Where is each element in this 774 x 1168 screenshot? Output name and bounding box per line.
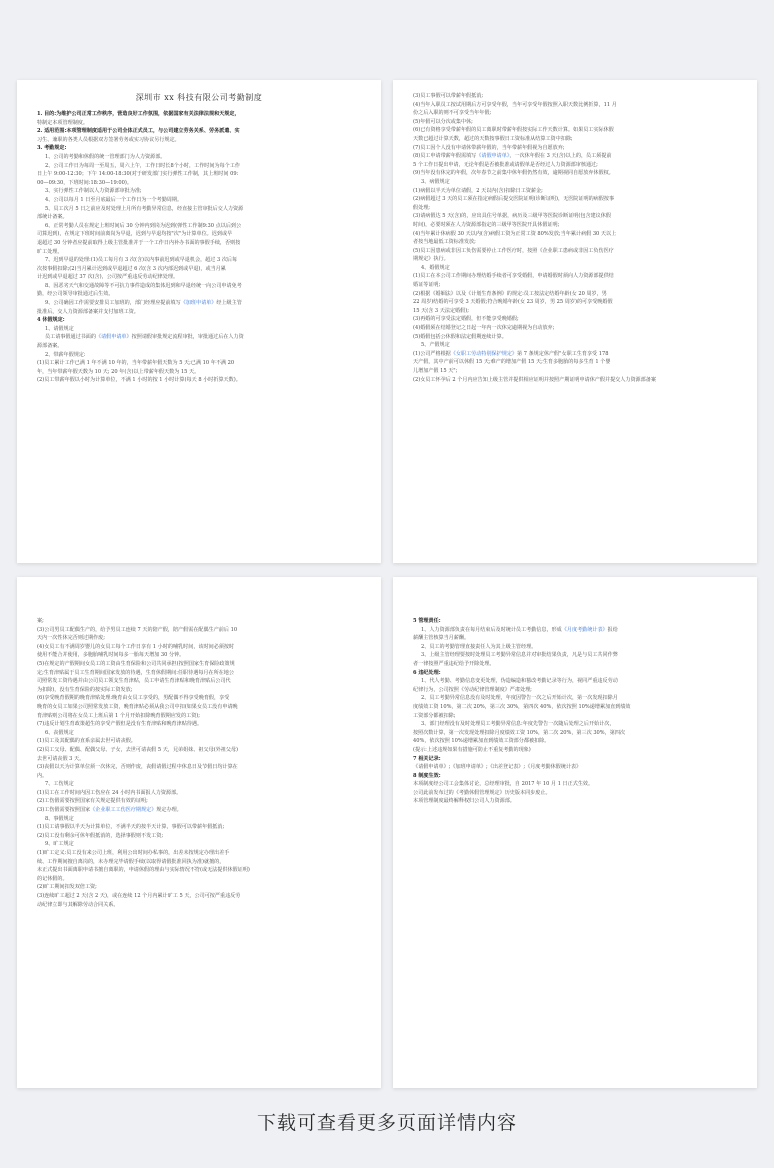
section-heading: 7 相关记录: — [413, 755, 441, 762]
text-line: 1、公司的考勤和休假的统一管理部门为人力资源部。 — [45, 153, 166, 160]
document-page-4 — [393, 577, 757, 1088]
form-link[interactable]: 《请假申请单》 — [476, 153, 510, 160]
text-line: 旷工处理。 — [37, 248, 63, 255]
text-line: 批准后，交人力资源部备案并支付加班工资。 — [37, 308, 139, 315]
text-line: 7、工伤规定 — [45, 781, 74, 788]
text-line: (4)当年入职员工按试用期后方可享受年假，当年可享受年假按照入职天数比例折算，11 月 — [413, 101, 617, 108]
text-line: (4)女员工有不满周岁婴儿的女员工每个工作日享有 1 小时的哺乳时间，该时间必须按时 — [37, 643, 235, 650]
text-line: (1)员工请事假以半天为计算单位，不满半天的按半天计算，事假可以带薪年假抵消; — [37, 824, 225, 831]
document-page-1 — [17, 80, 381, 563]
text-line: (3)工伤假需要按照国家《企业职工工伤医疗期规定》规定办理。 — [37, 807, 182, 814]
form-link[interactable]: 《企业职工工伤医疗期规定》 — [90, 807, 157, 814]
text-line: (1)员工累计工作已满 1 年不满 10 年的，当年带薪年假天数为 5 天;已满 10 年不满 20 — [37, 360, 235, 367]
document-page-3 — [17, 577, 381, 1088]
text-line: 份之后入职的则不可享受当年年假; — [413, 110, 492, 117]
text-line: 6、丧假规定 — [45, 729, 74, 736]
text-line: (9)当年没有休完的年假，次年春节之前集中休年假仍然有效，逾期视同自愿放弃休假权。 — [413, 170, 614, 177]
text-line: 3、病假规定 — [421, 178, 450, 185]
text-line: (2)病假超过 3 天的员工须在指定病假后提交医院证明(诊断证明)，无医院证明的病假按事 — [413, 196, 615, 203]
text-line: 薪酬主管核算当月薪酬。 — [413, 635, 470, 642]
text-line: 内。 — [37, 772, 48, 779]
text-line: 特制定本项管理制度。 — [37, 119, 88, 126]
text-line: (5)年假可以分次或集中休; — [413, 118, 473, 125]
section-heading: 4 休假规定: — [37, 317, 65, 324]
text-line: 7、迟到早退的处理:(1)员工每月有 3 次(含)以内事前迟到或早退机会，超过 3 次后每 — [45, 257, 238, 264]
text-line: 司算迟到)，在规定下班时间前离岗为早退，迟到与早退均按"次"为计算单位。迟到或早 — [37, 231, 233, 238]
text-line: 5、员工次月 5 日之前应及时处理上月所有考勤异常信息，经直接主管审批后交人力资源 — [45, 205, 244, 212]
text-line: 的记休假的。 — [37, 875, 68, 882]
text-line: (5)员工因患病或非因工负伤需要停止工作医疗时，按照《企业职工患病或非因工负伤医疗 — [413, 247, 614, 254]
section-heading: 6 违纪处理: — [413, 669, 441, 676]
text-line: (1)员工及其配偶的直系亲属去世可请丧假。 — [37, 738, 136, 745]
text-line: 天数已超过计算天数，超过的天数按事假日工资标准从结算工资中扣除; — [413, 135, 573, 142]
page-text — [37, 110, 361, 385]
text-line: 2、公司工作日为每周一至周五，周六上午，工作日时长8个小时，工作时间为每个工作 — [45, 162, 240, 169]
document-page-2 — [393, 80, 757, 563]
page-text — [413, 617, 737, 806]
text-line: 时间)，必要时须在人力资源部指定的三级甲等医院开具休假证明; — [413, 221, 560, 228]
text-line: 1、人力资源部负责在每月结束后及时统计员工考勤信息，形成《月度考勤统计表》报给 — [421, 626, 618, 633]
text-line: (3)丧假以天为计算单位须一次休完，否则作废，丧假请假过程中休息日及节假日均计算在 — [37, 764, 238, 771]
text-line: 源部备案。 — [37, 343, 63, 350]
text-line: 工资部分都被扣除; — [413, 712, 456, 719]
text-line: (3)再婚的可享受法定婚假，但不能享受晚婚假; — [413, 316, 519, 323]
text-line: 者按当地最低工资标准发放; — [413, 239, 476, 246]
text-line: 公司此前发布过的《考勤休假管理规定》历史版本同步废止。 — [413, 789, 551, 796]
text-line: (2)员工父母、配偶、配偶父母、子女，去世可请丧假 5 天，兄弟姐妹、祖父母(外祖父母) — [37, 746, 239, 753]
text-line: (5)婚假包括公休假和法定假期连续计算。 — [413, 333, 507, 340]
text-line: 儿增加产假 15 天"; — [413, 368, 458, 374]
text-line: 2、员工的考勤管理直接责任人为其上级主管经理。 — [421, 643, 537, 650]
text-line: 9、旷工规定 — [45, 841, 74, 848]
text-line: (3)请病假达 5 天(含)的，应出具住号单据，病历及三级甲等医院诊断证明(包含建议休假 — [413, 213, 611, 220]
text-line: 度绩效工资 10%，第二次 20%，第三次 30%，第四次 40%，依次按照 10%递增累加直到绩效 — [413, 703, 631, 710]
text-line: (3)连续旷工超过 2 天(含 2 天)，或在连续 12 个月内累计旷工 5 天，公司可按严重违反劳 — [37, 893, 241, 899]
form-link[interactable]: 《月度考勤统计表》 — [561, 626, 608, 633]
text-line: 5、产假规定 — [421, 342, 450, 349]
text-line: 天产假，其中产前可以休假 15 天;难产的增加产假 15 天;生育多胞胎的每多生育 1 个婴 — [413, 359, 611, 366]
text-line: (1)病假以半天为单位请假，2 天以内(含)扣除日工资薪金; — [413, 187, 543, 194]
text-line: 晚育的女员工如果公司照常发放工资，晚育津贴必须从我公司中扣(如果女员工没有申请晚 — [37, 703, 238, 710]
page-title: 深圳市 xx 科技有限公司考勤制度 — [135, 93, 263, 102]
text-line: 去世可请丧假 3 天。 — [37, 755, 85, 762]
text-line: 8、因恶劣天气和交通故障等不可抗力事件造成的集体迟到和早退经统一向公司申请免考 — [45, 282, 242, 289]
text-line: 3、部门经理没有及时处理员工考勤异常信息:年度先警告一次随后处理之后开始计次， — [421, 721, 615, 728]
text-line: 《请假申请单》;《加班申请单》;《出差登记表》;《月度考勤休假统计表》 — [413, 764, 582, 771]
text-line: (3)公司男员工配偶生产的，给予男员工连续 7 天的陪产假，陪产假需在配偶生产前后 10 — [37, 626, 238, 633]
text-line: 部统计备案。 — [37, 214, 68, 221]
text-line: 纪律行为，公司按照《劳动纪律管理制度》严肃处理; — [413, 686, 532, 693]
text-line: 9、公司确因工作需要安排员工加班的，部门经理应提前填写《加班申请单》经上级主管 — [45, 300, 242, 307]
footer-caption: 下载可查看更多页面详情内容 — [256, 1112, 517, 1134]
text-line: (提示:上述违规如果有措施可防止不重复考勤的现象) — [413, 746, 531, 753]
text-line: 40%，依次按照 10%递增累加直到绩效工资部分都被扣除。 — [413, 738, 550, 745]
text-line: (4)婚假须在结婚登记之日起一年内一次休完逾期视为自动放弃; — [413, 325, 555, 332]
text-line: (8)员工申请带薪年假需填写《请假申请单》，一次休年假在 3 天(含)以上的，员工须提前 — [413, 153, 612, 160]
text-line: (2)女员工怀孕后 2 个月内应告知上级主管并提供相应证明并按照产期证明申请休产假并提交人力资源部备案 — [413, 376, 656, 383]
text-line: (6)享受晚育假期的晚育津贴处理:晚育由女员工享受的，男配偶不得享受晚育假，享受 — [37, 695, 230, 702]
text-line: 1、请假规定 — [45, 325, 74, 332]
text-line: 5 个工作日提出申请，无论年假是否被批准或请假单是否经过人力资源部审核通过; — [413, 161, 598, 168]
text-line: (1)员工在本公司工作期间办理结婚手续者可享受婚假，申请婚假时须向人力资源部提供结 — [413, 273, 614, 280]
text-line: 6、正常考勤人员在规定上班时间后 30 分钟内到岗为迟到(弹性工作制9:30 点以后到公 — [45, 222, 242, 229]
text-line: (6)已有资格享受带薪年假的员工离职时带薪年假按实际工作天数计算。如果员工实际休假 — [413, 127, 614, 134]
text-line: 日上午 9:00-12:30；下午 14:00-18:30(对于研发部门实行弹性工作制，其上班时间 09: — [37, 171, 239, 178]
text-line: 本项制度经公司工会集体讨论，总经理审批，自 2017 年 10 月 1 日正式生效。 — [413, 781, 594, 788]
text-line: (1)公司严格根据《女职工劳动特别保护规定》第 7 条规定休产假"女职工生育享受 178 — [413, 350, 609, 357]
section-heading: 8 制度生效: — [413, 772, 441, 779]
text-line: 习生、兼职的各类人员根据双方签署劳务或实习协议另行规定。 — [37, 136, 180, 143]
text-line: 按照次数计算，第一次发现处理扣除月度绩效工资 10%，第二次 20%，第三次 30%，第四次 — [413, 729, 626, 736]
text-line: (5)在规定的产假期间女员工的工资由生育保险和公司共同承担(按照国家生育保险政策规 — [37, 660, 235, 667]
text-line: 3、上级主管经理要按时处理员工考勤异常信息并对审批结果负责，凡是与员工共同作弊 — [421, 652, 618, 659]
text-line: 育津贴则公司将在女员工上班后第 1 个月开始扣除晚育假期应发的工资); — [37, 712, 200, 719]
text-line: (2)工伤假需要按照国家有关规定提供有效的证明; — [37, 798, 148, 805]
text-line: (1)旷工定义:员工没有来公司上班，利用公出时间办私事的，出差未按规定办理出差手 — [37, 850, 230, 857]
text-line: 为扣除)，没有生育保险的按实际工资发放; — [37, 686, 133, 693]
page-text — [37, 617, 361, 909]
text-line: (7)违反计划生育政策超生的享受产假但是没有生育津贴和晚育津贴待遇。 — [37, 721, 203, 728]
form-link[interactable]: 《请假申请单》 — [95, 334, 132, 341]
section-heading: 3. 考勤规定: — [37, 145, 67, 152]
form-link[interactable]: 《加班申请单》 — [180, 300, 217, 307]
section-heading: 2. 适用范围:本项管理制度适用于公司全体正式员工，与公司建立劳务关系、劳务派遣、实 — [37, 128, 240, 135]
section-heading: 1. 目的:为维护公司正常工作秩序，营造良好工作氛围，依据国家有关法律法规和天规定， — [37, 111, 240, 117]
text-line: (2)员工没有剩余可休年假抵消的，选择事假则不发工资; — [37, 832, 164, 839]
text-line: 次按事假扣除;(2)当月累计迟到或早退超过 6 次(含 3 次内部迟到或早退)，或当月累 — [37, 265, 226, 272]
text-line: 退超过 30 分钟者应提前取得上级主管批准并于一个工作日内补办书面的事假手续，否则按 — [37, 239, 241, 246]
text-line: 动纪律立即与其解除劳动合同关系。 — [37, 901, 119, 908]
text-line: 22 周岁)结婚的可享受 3 天婚假;符合晚婚年龄(女 23 周岁，男 25 周岁)的可享受晚婚假 — [413, 299, 613, 306]
text-line: 1、代人考勤、考勤信息变更处理，伪造编造和篡改考勤记录等行为，视同严重违反劳动 — [421, 678, 618, 685]
text-line: 4、婚假规定 — [421, 264, 450, 271]
section-heading: 5 管理责任: — [413, 618, 441, 624]
text-line: (2)员工带薪年假以小时为计算单位，不满 1 小时的按 1 小时计算(每天 8 小时折算天数)。 — [37, 377, 241, 384]
text-line: (1)员工在工作时间内因工伤应在 24 小时内书面报人力资源部。 — [37, 789, 182, 796]
text-line: 案; — [37, 618, 44, 624]
text-line: 定;生育津贴属于员工生育期间国家发放的待遇，生育休假期间:任职待遇每月在所在地公 — [37, 669, 234, 676]
text-line: (4)当年累计休病假 30 天以内(含)病假工资为正常工资 80%发放;当年累计病假 30 天以上 — [413, 230, 617, 237]
text-line: 者一律按照严重违纪给予开除处理。 — [413, 660, 495, 667]
text-line: 未正式提出书面离职申请书擅自离职的，申请休假的理由与实际情况不符(或无法提供休假证明) — [37, 867, 250, 874]
text-line: 2、员工考勤异常信息没有及时处理，年度因警告一次之后开始计次，第一次发现扣除月 — [421, 695, 618, 702]
text-line: 期规定》执行。 — [413, 256, 449, 263]
form-link[interactable]: 《女职工劳动特别保护规定》 — [450, 350, 518, 357]
text-line: 天内一次性休完否则过期作废; — [37, 635, 105, 642]
text-line: 本项管理制度最终解释权归公司人力资源部。 — [413, 798, 515, 805]
text-line: 00—09:30，下班时间:18:30—19:00)。 — [37, 179, 132, 186]
text-line: 使用不能合并使用，多胞胎哺乳时间每多一胎每天增加 30 分钟。 — [37, 652, 185, 659]
text-line: (2)根据《婚姻法》以及《计划生育条例》的规定:员工按法定结婚年龄(女 20 周岁，男 — [413, 290, 607, 297]
text-line: 8、事假规定 — [45, 815, 74, 822]
text-line: 员工请事假通过书面的《请假申请单》按照请假审批规定流程审批，审批通过后在人力资 — [45, 334, 244, 341]
text-line: 司照常发工资待遇并由公司员工领支生育津贴，员工申请生育津贴和晚育津贴后公司代 — [37, 678, 231, 685]
text-line: 续、工作期间擅自离岗的，未办理完毕请假手续(以取得请假批准回执为准)就擅的， — [37, 858, 225, 865]
text-line: 15 天(含 3 天法定婚假); — [413, 307, 469, 314]
page-text — [413, 92, 737, 384]
text-line: 婚证等证明; — [413, 282, 441, 289]
text-line: (3)员工事假可以带薪年假抵消; — [413, 93, 484, 99]
text-line: (7)员工因个人没有申请休带薪年假的，当年带薪年假视为自愿放弃; — [413, 144, 565, 151]
text-line: 2、带薪年假规定: — [45, 351, 86, 358]
text-line: 3、实行弹性工作制以人力资源部审批为准; — [45, 188, 142, 195]
text-line: 计迟到或早退超过 37 次(含)，公司按严重违反劳动纪律处理。 — [37, 274, 179, 281]
text-line: 勤，经公司领导审批通过后生效。 — [37, 291, 114, 298]
text-line: 假处理; — [413, 204, 430, 211]
text-line: 年，当年带薪年假天数为 10 天; 20 年(含)以上带薪年假天数为 15 天。 — [37, 368, 200, 375]
text-line: 4、公司以每月 1 日至月底最后一个工作日为一个考勤周期。 — [45, 196, 183, 203]
text-line: (2)旷工期间扣发双倍工资; — [37, 884, 97, 891]
